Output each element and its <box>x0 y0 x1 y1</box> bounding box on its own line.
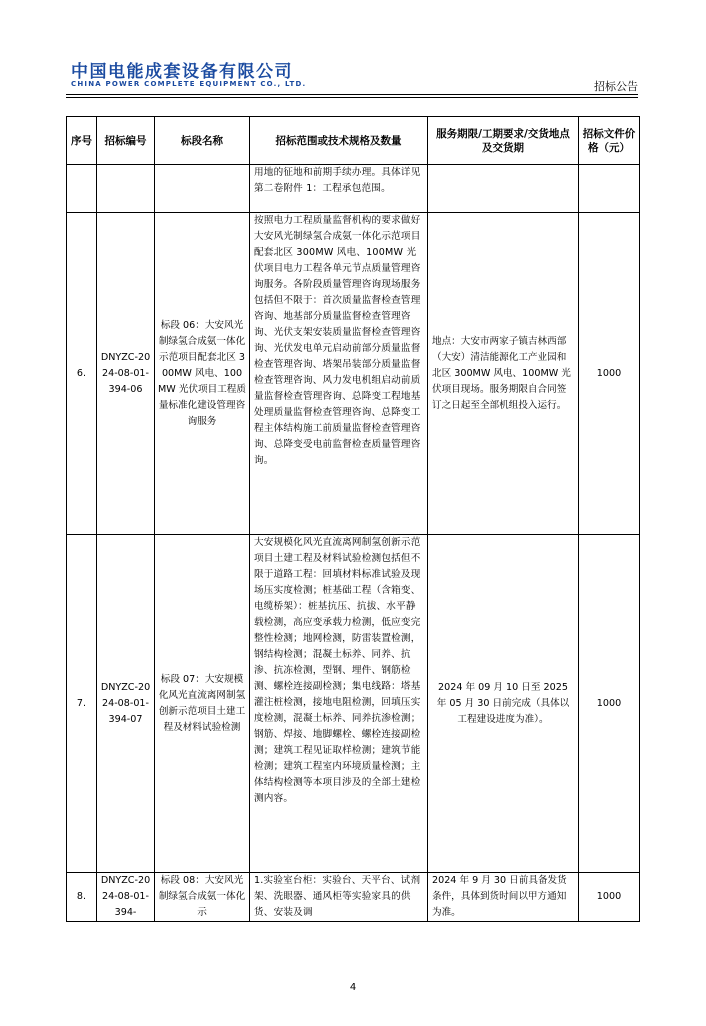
header-divider <box>66 94 638 95</box>
row-delivery <box>428 165 579 213</box>
table-row <box>67 535 640 873</box>
row-no <box>67 165 97 213</box>
row-price: 1000 <box>579 535 640 873</box>
row-no: 8. <box>67 873 97 922</box>
row-delivery: 地点：大安市两家子镇吉林西部（大安）清洁能源化工产业园和北区 300MW 风电、100MW 光伏项目现场。服务期限自合同签订之日起至全部机组投入运行。 <box>428 213 579 535</box>
row-price <box>579 165 640 213</box>
row-no: 7. <box>67 535 97 873</box>
header-divider-thin <box>66 97 638 98</box>
row-price: 1000 <box>579 873 640 922</box>
page-number: 4 <box>349 982 357 993</box>
row-segment: 标段 07：大安规模化风光直流离网制氢创新示范项目土建工程及材料试验检测 <box>155 535 250 873</box>
row-segment: 标段 08：大安风光制绿氢合成氨一体化示 <box>155 873 250 922</box>
row-price: 1000 <box>579 213 640 535</box>
row-code: DNYZC-2024-08-01-394-06 <box>97 213 155 535</box>
row-no: 6. <box>67 213 97 535</box>
col-header-no: 序号 <box>67 117 97 165</box>
doc-type-label: 招标公告 <box>594 80 638 93</box>
table-header-row <box>67 117 640 165</box>
row-segment <box>155 165 250 213</box>
table-row <box>67 165 640 213</box>
col-header-scope: 招标范围或技术规格及数量 <box>250 117 428 165</box>
row-delivery: 2024 年 09 月 10 日至 2025 年 05 月 30 日前完成（具体以工程建设进度为准）。 <box>428 535 579 873</box>
row-code <box>97 165 155 213</box>
row-scope: 1.实验室台柜：实验台、天平台、试剂架、洗眼器、通风柜等实验家具的供货、安装及调 <box>250 873 428 922</box>
row-scope: 大安规模化风光直流离网制氢创新示范项目土建工程及材料试验检测包括但不限于道路工程：回填材料标准试验及现场压实度检测；桩基础工程（含箱变、电缆桥架）：桩基抗压、抗拔、水平静载检测，高应变承载力检测，低应变完整性检测；地网检测，防雷装置检测，钢结构检测；混凝土标养、同养、抗渗、抗冻检测，型钢、埋件、钢筋检测、螺栓连接副检测；集电线路：塔基灌注桩检测，接地电阻检测，回填压实度检测，混凝土标养、同养抗渗检测；钢筋、焊接、地脚螺栓、螺栓连接副检测；建筑工程见证取样检测；建筑节能检测；建筑工程室内环境质量检测；主体结构检测等本项目涉及的全部土建检测内容。 <box>250 535 428 873</box>
row-segment: 标段 06：大安风光制绿氢合成氨一体化示范项目配套北区 300MW 风电、100MW 光伏项目工程质量标准化建设管理咨询服务 <box>155 213 250 535</box>
row-delivery: 2024 年 9 月 30 日前具备发货条件，具体到货时间以甲方通知为准。 <box>428 873 579 922</box>
col-header-delivery: 服务期限/工期要求/交货地点及交货期 <box>428 117 579 165</box>
row-scope: 按照电力工程质量监督机构的要求做好大安风光制绿氢合成氨一体化示范项目配套北区 300MW 风电、100MW 光伏项目电力工程各单元节点质量管理咨询服务。各阶段质量管理咨询现场服务包括但不限于：首次质量监督检查管理咨询、地基部分质量监督检查管理咨询、光伏支架安装质量监督检查管理咨询、光伏发电单元启动前部分质量监督检查管理咨询、塔架吊装部分质量监督检查管理咨询、风力发电机组启动前质量监督检查管理咨询、总降变工程地基处理质量监督检查管理咨询、总降变工程主体结构施工前质量监督检查管理咨询、总降变受电前监督检查质量管理咨询。 <box>250 213 428 535</box>
company-logo-en: CHINA POWER COMPLETE EQUIPMENT CO., LTD. <box>71 80 307 88</box>
table-row <box>67 213 640 535</box>
col-header-price: 招标文件价格（元） <box>579 117 640 165</box>
row-code: DNYZC-2024-08-01-394-07 <box>97 535 155 873</box>
col-header-segment: 标段名称 <box>155 117 250 165</box>
row-scope: 用地的征地和前期手续办理。具体详见第二卷附件 1：工程承包范围。 <box>250 165 428 213</box>
company-logo-cn: 中国电能成套设备有限公司 <box>71 62 293 82</box>
table-row <box>67 873 640 922</box>
col-header-code: 招标编号 <box>97 117 155 165</box>
bid-table <box>66 116 640 922</box>
row-code: DNYZC-2024-08-01-394- <box>97 873 155 922</box>
